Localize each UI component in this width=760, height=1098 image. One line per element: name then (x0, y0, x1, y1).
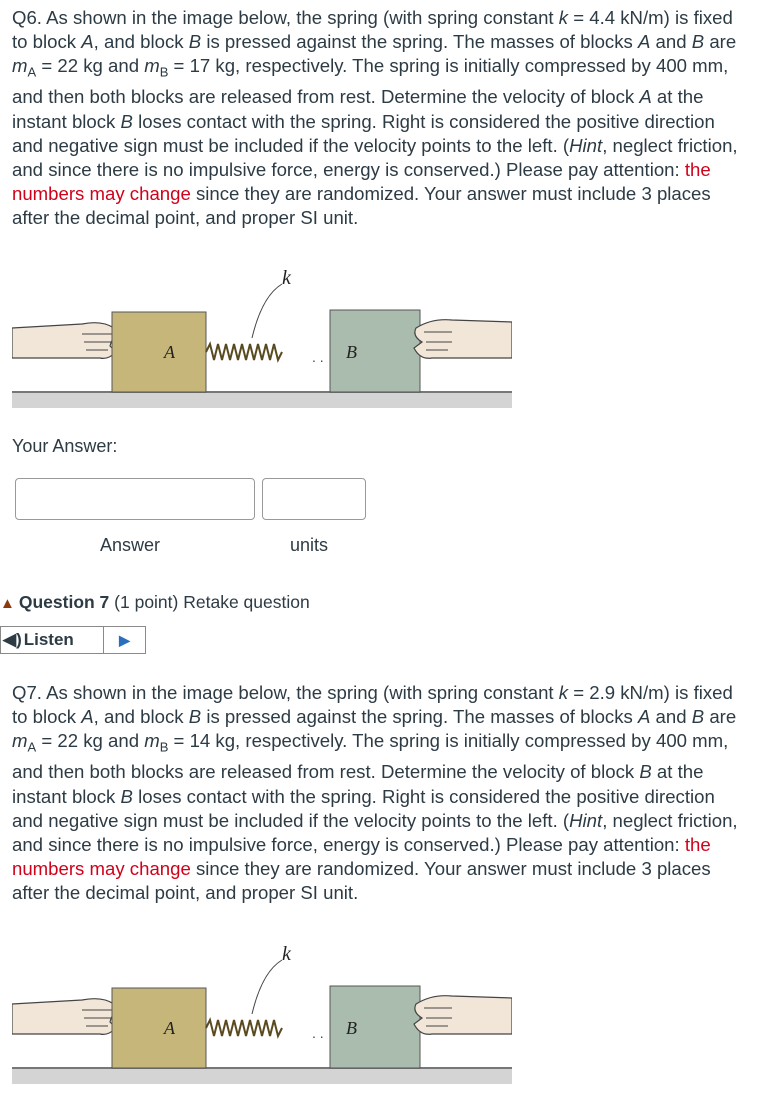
q6-text: Q6. As shown in the image below, the spring (with spring constant k = 4.4 kN/m) is fixed to block A, and block B is pressed against the spring. The masses of blocks A and B are $m_A = 22$ kg and $m_B = 17$ kg, respectively. The spring is initially compressed by 400 mm, and then both blocks are released from rest. Determine the velocity of block A at the instant block B loses contact with the spring. Right is considered the positive direction and negative sign must be included if the velocity points to the left. (Hint, neglect friction, and since there is no impulsive force, energy is conserved.) Please pay attention: the numbers may change since they are randomized. Your answer must include 3 places after the decimal point, and proper SI unit. (12, 7, 738, 229)
svg-text:. .: . . (312, 349, 324, 365)
block-b-label: B (346, 1018, 357, 1038)
block-a-label: A (164, 342, 175, 362)
listen-label: Listen (23, 630, 74, 649)
q7-text: Q7. As shown in the image below, the spring (with spring constant k = 2.9 kN/m) is fixed to block A, and block B is pressed against the spring. The masses of blocks A and B are $m_A = 22$ kg and $m_B = 14$ kg, respectively. The spring is initially compressed by 400 mm, and then both blocks are released from rest. Determine the velocity of block B at the instant block B loses contact with the spring. Right is considered the positive direction and negative sign must be included if the velocity points to the left. (Hint, neglect friction, and since there is no impulsive force, energy is conserved.) Please pay attention: the numbers may change since they are randomized. Your answer must include 3 places after the decimal point, and proper SI unit. (12, 682, 738, 904)
spring (206, 344, 282, 360)
listen-button[interactable] (0, 626, 146, 654)
spring-k-label: k (282, 943, 291, 965)
block-a (112, 988, 206, 1068)
retake-question-link[interactable]: Retake question (183, 592, 310, 612)
block-a (112, 312, 206, 392)
svg-text:. .: . . (312, 1025, 324, 1041)
block-b (330, 310, 420, 392)
right-hand-icon (414, 320, 512, 359)
answer-input[interactable] (15, 478, 255, 520)
q7-header (0, 592, 310, 613)
spring (206, 1020, 282, 1036)
your-answer-label: Your Answer: (12, 436, 118, 456)
warning-icon: ▲ (0, 595, 15, 612)
block-a-label: A (164, 1018, 175, 1038)
units-input[interactable] (262, 478, 366, 520)
play-icon[interactable]: ▶ (119, 631, 130, 648)
q7-points: (1 point) (109, 592, 179, 612)
block-b (330, 986, 420, 1068)
right-hand-icon (414, 996, 512, 1035)
left-hand-icon (12, 323, 118, 359)
speaker-icon: ◀) (3, 630, 22, 649)
answer-caption: Answer (100, 535, 161, 555)
q7-spring-figure (12, 938, 512, 1098)
ground (12, 1068, 512, 1084)
units-caption: units (290, 535, 329, 555)
spring-k-label: k (282, 267, 291, 289)
q6-spring-figure (12, 262, 512, 422)
left-hand-icon (12, 999, 118, 1035)
block-b-label: B (346, 342, 357, 362)
ground (12, 392, 512, 408)
q7-title: Question 7 (18, 592, 110, 612)
